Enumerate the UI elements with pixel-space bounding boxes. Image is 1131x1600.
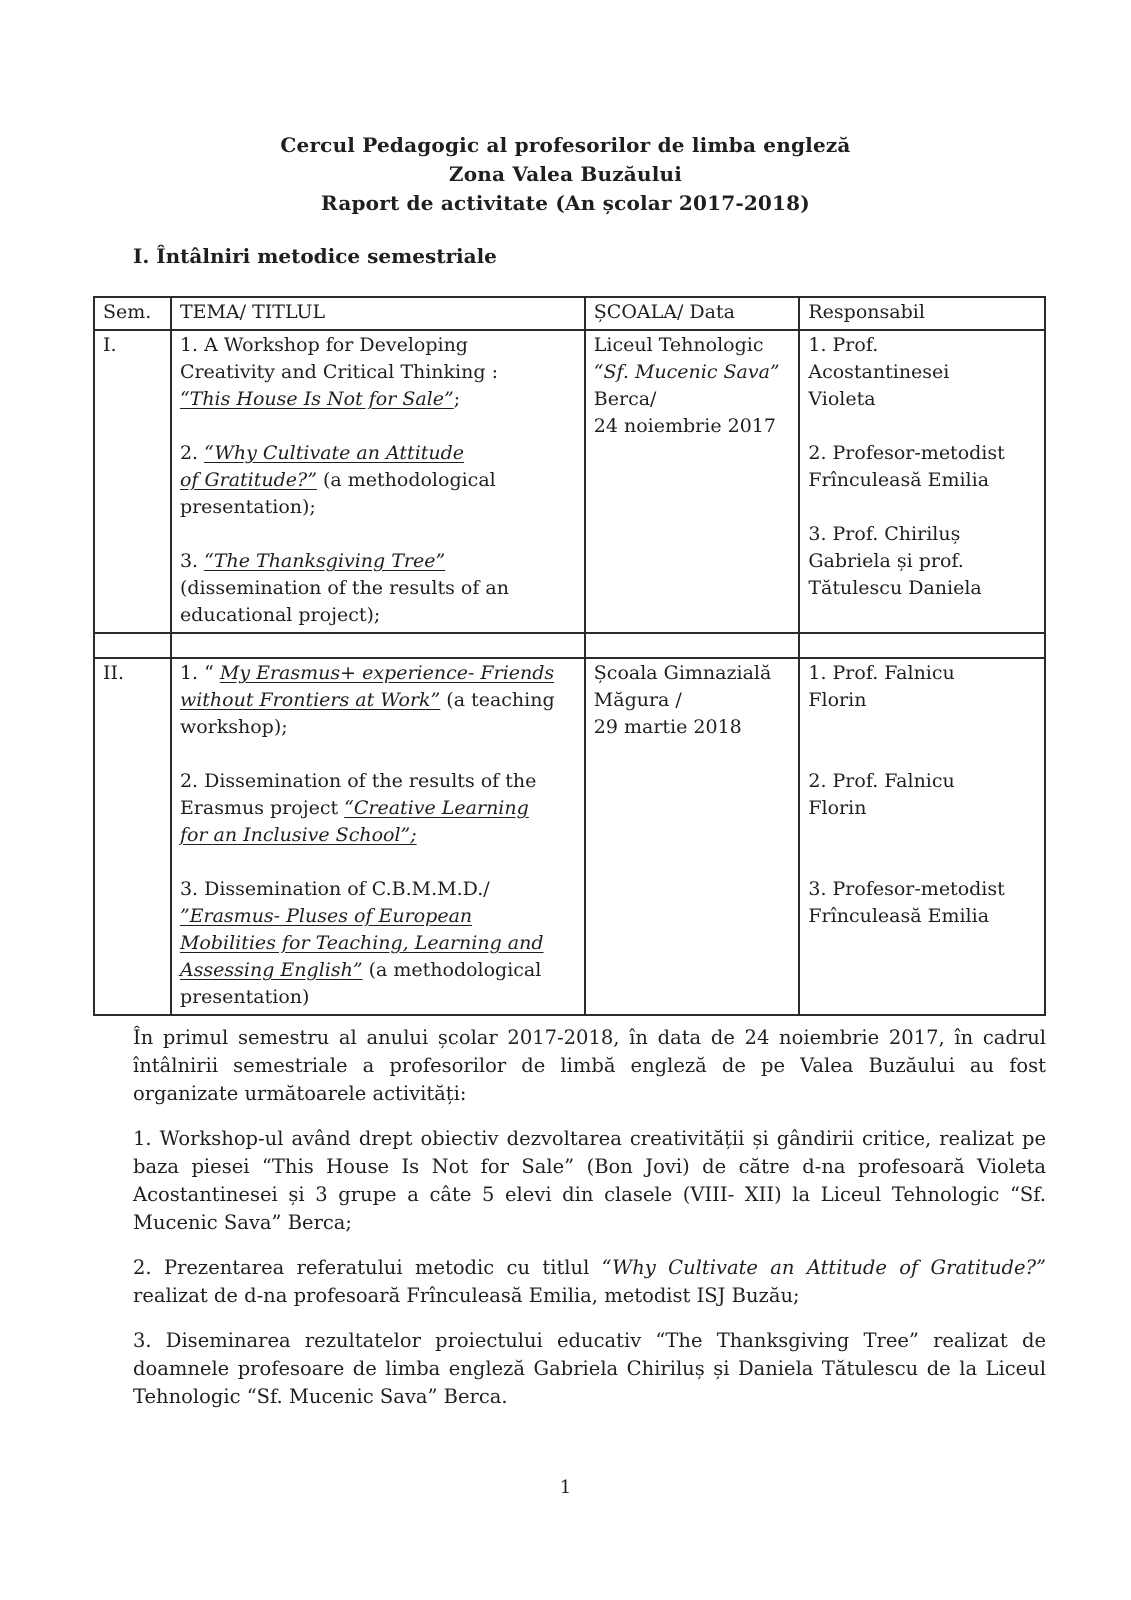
cell-block <box>180 548 576 629</box>
text-segment: Liceul Tehnologic <box>593 334 764 356</box>
text-segment: of Gratitude?” <box>179 469 317 491</box>
header-tema-titlul: TEMA/ TITLUL <box>171 297 585 330</box>
cell-block <box>594 332 791 440</box>
cell-line <box>808 660 1036 687</box>
text-segment: Florin <box>808 797 867 819</box>
text-segment: “This House Is Not for Sale” <box>179 388 454 410</box>
cell-line <box>808 332 1036 359</box>
tema-cell <box>171 658 585 1015</box>
header-responsabil: Responsabil <box>799 297 1045 330</box>
body-paragraph-3 <box>133 1327 1046 1411</box>
cell-block <box>594 660 791 741</box>
cell-line <box>808 768 1036 795</box>
cell-line <box>180 687 576 714</box>
text-segment: for an Inclusive School”; <box>179 824 417 846</box>
text-segment: “Why Cultivate an Attitude <box>204 442 465 464</box>
text-segment: Mobilities for Teaching, Learning and <box>179 932 544 954</box>
text-segment: My Erasmus+ experience- Friends <box>219 662 555 684</box>
text-segment: presentation) <box>179 986 310 1008</box>
cell-line <box>180 876 576 903</box>
cell-line <box>180 359 576 386</box>
text-segment: ”Erasmus- Pluses of European <box>179 905 473 927</box>
body-paragraph-1 <box>133 1125 1046 1237</box>
text-segment: (a teaching <box>440 689 555 711</box>
cell-line <box>594 359 791 386</box>
cell-block <box>180 768 576 849</box>
cell-block <box>180 876 576 1011</box>
cell-block <box>808 440 1036 494</box>
text-segment: Școala Gimnazială <box>593 662 772 684</box>
cell-line <box>180 575 576 602</box>
text-segment: 3. Diseminarea rezultatelor proiectului educativ “The Thanksgiving Tree” realizat de doamnele profesoare de limba engleză Gabriela Chiriluș și Daniela Tătulescu de la Liceul Tehnologic “Sf. Mucenic Sava” Berca. <box>133 1329 1046 1408</box>
text-segment: Florin <box>808 689 867 711</box>
empty-cell <box>94 633 171 658</box>
text-segment: presentation); <box>179 496 316 518</box>
table-spacer-row <box>94 633 1045 658</box>
cell-line <box>180 660 576 687</box>
text-segment: 1. Workshop-ul având drept obiectiv dezvoltarea creativității și gândirii critice, realizat pe baza piesei “This House Is Not for Sale” (Bon Jovi) de către d-na profesoară Violeta Acostantinesei și 3 grupe a câte 5 elevi din clasele (VIII- XII) la Liceul Tehnologic “Sf. Mucenic Sava” Berca; <box>133 1127 1046 1234</box>
text-segment: Erasmus project <box>179 797 345 819</box>
cell-line <box>180 957 576 984</box>
cell-line <box>808 521 1036 548</box>
text-segment: Acostantinesei <box>808 361 950 383</box>
empty-cell <box>585 633 800 658</box>
cell-line <box>180 930 576 957</box>
table-row-semester-1 <box>94 330 1045 633</box>
text-segment: “Why Cultivate an Attitude of Gratitude?” <box>601 1256 1046 1279</box>
text-segment: “Creative Learning <box>344 797 529 819</box>
text-segment: 3. Profesor-metodist <box>808 878 1005 900</box>
cell-line <box>180 332 576 359</box>
cell-line <box>180 548 576 575</box>
title-line-3: Raport de activitate (An școlar 2017-2018) <box>321 191 810 215</box>
text-segment: “The Thanksgiving Tree” <box>204 550 446 572</box>
cell-line <box>180 903 576 930</box>
cell-line <box>808 903 1036 930</box>
text-segment: Măgura / <box>593 689 682 711</box>
text-segment: Assessing English” <box>179 959 363 981</box>
empty-cell <box>799 633 1045 658</box>
cell-line <box>180 467 576 494</box>
cell-block <box>180 440 576 521</box>
text-segment: 1. A Workshop for Developing <box>179 334 468 356</box>
text-segment: workshop); <box>179 716 288 738</box>
text-segment: 2. Prezentarea referatului metodic cu titlul <box>133 1256 602 1279</box>
cell-line <box>180 714 576 741</box>
table-row-semester-2 <box>94 658 1045 1015</box>
table-header-row <box>94 297 1045 330</box>
text-segment: Violeta <box>808 388 876 410</box>
text-segment: (a methodological <box>316 469 496 491</box>
text-segment: Tătulescu Daniela <box>808 577 982 599</box>
text-segment: without Frontiers at Work” <box>179 689 441 711</box>
text-segment: Gabriela și prof. <box>808 550 964 572</box>
cell-line <box>808 440 1036 467</box>
text-segment: 3. <box>179 550 205 572</box>
text-segment: 2. Dissemination of the results of the <box>179 770 537 792</box>
text-segment: Berca/ <box>593 388 657 410</box>
title-line-1: Cercul Pedagogic al profesorilor de limba engleză <box>280 133 851 157</box>
cell-line <box>808 795 1036 822</box>
sem-cell: II. <box>94 658 171 1015</box>
cell-line <box>594 332 791 359</box>
text-segment: educational project); <box>179 604 381 626</box>
text-segment: 2. Prof. Falnicu <box>808 770 955 792</box>
header-sem: Sem. <box>94 297 171 330</box>
text-segment: Frînculeasă Emilia <box>808 905 990 927</box>
text-segment: 1. Prof. Falnicu <box>808 662 955 684</box>
cell-line <box>180 768 576 795</box>
cell-block <box>808 332 1036 413</box>
text-segment: (dissemination of the results of an <box>179 577 509 599</box>
tema-cell <box>171 330 585 633</box>
cell-line <box>808 575 1036 602</box>
cell-line <box>808 467 1036 494</box>
empty-cell <box>171 633 585 658</box>
section-heading: I. Întâlniri metodice semestriale <box>133 244 497 268</box>
cell-line <box>808 548 1036 575</box>
text-segment: “Sf. Mucenic Sava” <box>593 361 780 383</box>
cell-line <box>594 413 791 440</box>
text-segment: 2. <box>179 442 205 464</box>
cell-line <box>594 714 791 741</box>
cell-line <box>180 795 576 822</box>
scoala-cell <box>585 658 800 1015</box>
cell-line <box>180 822 576 849</box>
text-segment: (a methodological <box>362 959 542 981</box>
page-number: 1 <box>559 1477 572 1498</box>
text-segment: ; <box>453 388 461 410</box>
responsabil-cell <box>799 330 1045 633</box>
text-segment: Frînculeasă Emilia <box>808 469 990 491</box>
body-text <box>133 1024 1046 1411</box>
body-paragraph-2 <box>133 1254 1046 1310</box>
text-segment: 1. “ <box>179 662 220 684</box>
text-segment: Creativity and Critical Thinking : <box>179 361 498 383</box>
cell-line <box>808 386 1036 413</box>
text-segment: În primul semestru al anului școlar 2017-2018, în data de 24 noiembrie 2017, în cadrul întâlnirii semestriale a profesorilor de limbă engleză de pe Valea Buzăului au fost organizate următoarele activități: <box>133 1026 1046 1105</box>
cell-line <box>594 660 791 687</box>
text-segment: 2. Profesor-metodist <box>808 442 1005 464</box>
cell-block <box>808 768 1036 822</box>
text-segment: 24 noiembrie 2017 <box>593 415 776 437</box>
cell-line <box>594 687 791 714</box>
document-title <box>0 131 1131 218</box>
meetings-table <box>93 296 1046 1016</box>
cell-block <box>808 521 1036 602</box>
cell-line <box>180 984 576 1011</box>
text-segment: realizat de d-na profesoară Frînculeasă Emilia, metodist ISJ Buzău; <box>133 1284 800 1307</box>
cell-block <box>808 876 1036 930</box>
cell-line <box>180 386 576 413</box>
header-scoala-data: ȘCOALA/ Data <box>585 297 800 330</box>
cell-line <box>594 386 791 413</box>
cell-block <box>180 332 576 413</box>
title-line-2: Zona Valea Buzăului <box>448 162 683 186</box>
text-segment: 3. Prof. Chiriluș <box>808 523 961 545</box>
cell-line <box>180 602 576 629</box>
cell-line <box>808 876 1036 903</box>
cell-line <box>180 494 576 521</box>
cell-line <box>808 359 1036 386</box>
text-segment: 1. Prof. <box>808 334 879 356</box>
body-paragraph-intro <box>133 1024 1046 1108</box>
cell-block <box>180 660 576 741</box>
text-segment: 29 martie 2018 <box>593 716 742 738</box>
text-segment: 3. Dissemination of C.B.M.M.D./ <box>179 878 490 900</box>
responsabil-cell <box>799 658 1045 1015</box>
sem-cell: I. <box>94 330 171 633</box>
scoala-cell <box>585 330 800 633</box>
cell-block <box>808 660 1036 714</box>
cell-line <box>180 440 576 467</box>
cell-line <box>808 687 1036 714</box>
